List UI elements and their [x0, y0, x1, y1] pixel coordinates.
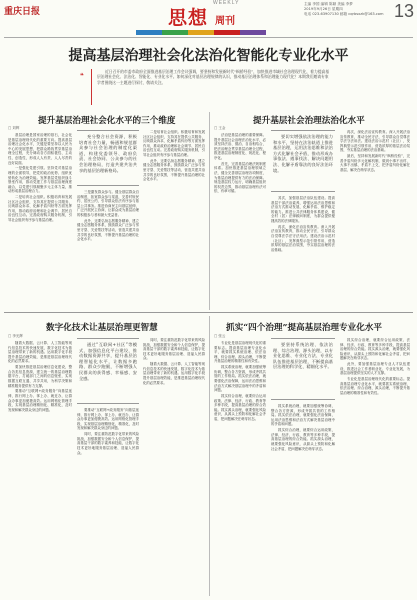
article-3-column-1: [8, 341, 72, 593]
article-4-pull-quote: [271, 338, 335, 400]
column-divider: [209, 112, 210, 310]
section-color-bar: [136, 30, 266, 35]
article-2-column-3: [340, 130, 410, 308]
paragraph: 专业化是基层治理现代化的重要标志。提高基层治理专业化水平，就要抓实系统治理、依法治理、综合治理、源头治理，不断提升基层治理的精准性和有效性。: [214, 341, 266, 364]
paragraph: 二是培育社会组织。积极培育和发展社区社会组织，支持其在提供公共服务、反映群众诉求、化解矛盾纠纷等方面发挥作用，推动政府治理和社会调节、居民自治良性互动。完善政府购买服务机制，引导社会组织有序参与基层治理。: [143, 130, 205, 157]
article-1-byline: □ 刘辉: [8, 126, 20, 130]
article-4-column-1: [214, 341, 266, 593]
color-bar-segment: [188, 30, 214, 35]
paragraph: 抓实综合治理，就要综合运用政策、法律、经济、行政、教育等多种手段，提高基层治理的综合效能。抓实源头治理，就要强化风险意识，从源头上预防和化解社会矛盾，把问题解决在萌芽状态。: [271, 428, 335, 451]
page-info-line: 2019年9月26日 星期四: [304, 7, 343, 11]
article-1-column-2: [77, 190, 139, 308]
article-1-column-1: [8, 133, 72, 308]
color-bar-segment: [136, 30, 162, 35]
article-4-column-2: [271, 404, 335, 593]
paragraph: 要推动“互联网+政务服务”向基层延伸，推行网上办、掌上办、就近办，让群众办事更加便捷高效。运用网格化管理手段，实现基层治理精细化、精准化，及时发现和解决群众身边的问题。: [77, 408, 139, 431]
paragraph: 抓实系统治理，就要加强统筹协调，整合各方资源，形成齐抓共管的工作格局。抓实依法治理，就要强化法治保障，运用法治思维和法治方式解决基层治理中的矛盾和问题。: [214, 365, 266, 393]
pull-quote-text: 要切实增强依法治理的能力和水平，坚持在法治轨道上推进基层治理，运用法治思维和法治方式化解社会矛盾，推动形成办事依法、遇事找法、解决问题用法、化解矛盾靠法的良好法治环境。: [273, 134, 333, 173]
column-divider: [209, 316, 210, 596]
section-title: 思想: [168, 7, 209, 29]
paragraph: 三是激发群众参与。健全基层群众自治制度，拓宽群众参与渠道，完善村规民约、居民公约，引导群众依法有序参与基层公共事务。推进协商民主向基层延伸，广泛开展民主协商，让群众成为基层治理的积极参与者和最大受益者。: [77, 190, 139, 217]
masthead: [0, 0, 417, 42]
color-bar-segment: [240, 30, 266, 35]
paragraph: 抓实综合治理，就要综合运用政策、法律、经济、行政、教育等多种手段，提高基层治理的综合效能。抓实源头治理，就要强化风险意识，从源头上预防和化解社会矛盾，把问题解决在萌芽状态。: [340, 338, 410, 361]
paragraph: 随着大数据、云计算、人工智能等现代信息技术的快速发展，数字化技术为基层治理带来了新的机遇。运用数字化手段提升基层治理效能，是推进基层治理现代化的必然要求。: [8, 341, 72, 364]
pull-quote-text: 通过“互联网+社区”等模式，加强信息化平台建设，推动数据资源共享，提升基层治理智能化水平，让数据多跑路、群众少跑腿，不断增强人民群众的获得感、幸福感、安全感。: [79, 342, 137, 381]
article-4-title: 抓实“四个治理”提高基层治理专业化水平: [226, 323, 382, 333]
page-number: 13: [394, 1, 415, 21]
article-1-pull-quote: [77, 130, 139, 186]
paragraph: 要推动“互联网+政务服务”向基层延伸，推行网上办、掌上办、就近办，让群众办事更加便捷高效。运用网格化管理手段，实现基层治理精细化、精准化，及时发现和解决群众身边的问题。: [8, 389, 72, 412]
paragraph: 此外，还要弘扬志愿服务精神，建立健全志愿服务体系，鼓励群众广泛参与邻里守望、关爱帮扶等活动，营造共建共治共享的良好氛围，不断提升基层治理的社会化水平。: [143, 158, 205, 182]
article-2-byline: □ 王金: [214, 126, 226, 130]
page-info-line: 主编 李国 编辑 陈颖 美编 李梦: [304, 2, 353, 6]
paragraph: 专业化是基层治理现代化的重要标志。提高基层治理专业化水平，就要抓实系统治理、依法治理、综合治理、源头治理，不断提升基层治理的精准性和有效性。: [340, 377, 410, 395]
paragraph: 二是培育社会组织。积极培育和发展社区社会组织，支持其在提供公共服务、反映群众诉求、化解矛盾纠纷等方面发挥作用，推动政府治理和社会调节、居民自治良性互动。完善政府购买服务机制，引导社会组织有序参与基层治理。: [8, 195, 72, 223]
article-3-column-2: [77, 408, 139, 593]
paragraph: 要加快推进基层治理信息化建设，整合各类信息资源，建立统一的基层治理数据平台，打破部门之间的信息壁垒，实现数据互联互通、共享共用，为科学决策和精准服务提供有力支撑。: [8, 365, 72, 388]
article-3-column-3: [143, 338, 205, 593]
article-3-title: 数字化技术让基层治理更智慧: [46, 323, 158, 333]
paragraph: 同时，要注重防范数字化带来的风险挑战，加强数据安全和个人信息保护，提高基层干部的数字素养和技能，让数字化技术更好地服务基层治理、造福人民群众。: [77, 432, 139, 455]
article-4-column-3: [340, 338, 410, 593]
masthead-divider: [4, 37, 413, 38]
paragraph: 最后，坚持和发展新时代“枫桥经验”，完善矛盾纠纷多元化解机制，做到小事不出村、大事不出镇、矛盾不上交，把矛盾纠纷化解在基层、解决在萌芽状态。: [340, 154, 410, 172]
paragraph: 随着大数据、云计算、人工智能等现代信息技术的快速发展，数字化技术为基层治理带来了新的机遇。运用数字化手段提升基层治理效能，是推进基层治理现代化的必然要求。: [143, 362, 205, 385]
weekly-tag: WEEKLY: [213, 0, 240, 6]
article-1-column-3: [143, 130, 205, 308]
paragraph: 一是强化党建引领。坚持党对基层治理的全面领导，把党的政治优势、组织优势转化为治理效能。发挥基层党组织战斗堡垒作用，推动党建工作与基层治理深度融合，以党建引领凝聚多元主体力量，推动形成基层治理合力。: [8, 166, 72, 194]
article-3-byline: □ 李光辉: [8, 334, 23, 338]
paragraph: 抓实综合治理，就要综合运用政策、法律、经济、行政、教育等多种手段，提高基层治理的综合效能。抓实源头治理，就要强化风险意识，从源头上预防和化解社会矛盾，把问题解决在萌芽状态。: [214, 393, 266, 421]
paragraph: 再次，深化法治宣传教育。深入开展法治宣传教育，推动全民守法，引导群众自觉尊法学法守法用法。建设法治示范村（社区），发挥典型示范引领作用，营造浓厚的基层法治氛围，夯实基层治理的法治基础。: [340, 130, 410, 153]
article-1-title: 提升基层治理社会化水平的三个维度: [38, 116, 176, 126]
paragraph: 抓实系统治理，就要加强统筹协调，整合各方资源，形成齐抓共管的工作格局。抓实依法治理，就要强化法治保障，运用法治思维和法治方式解决基层治理中的矛盾和问题。: [271, 404, 335, 427]
article-3-pull-quote: [77, 338, 139, 404]
page-headline: 提高基层治理社会化法治化智能化专业化水平: [68, 48, 349, 64]
article-2-pull-quote: [271, 130, 335, 192]
paragraph: 法治是基层治理的重要保障。提升基层社会治理法治化水平，必须坚持法治、德治、自治相结合，把法治理念贯穿基层治理全过程，推进基层治理制度化、规范化、程序化。: [214, 133, 266, 160]
paragraph: 此外，还要弘扬志愿服务精神，建立健全志愿服务体系，鼓励群众广泛参与邻里守望、关爱帮扶等活动，营造共建共治共享的良好氛围，不断提升基层治理的社会化水平。: [77, 218, 139, 242]
paragraph: 首先，完善基层治理法规制度体系。加快推进基层治理领域立法，健全完善基层治理各项制度，为基层治理提供有力的法治保障。规范基层权力运行，明确基层组织的权责边界，推动基层治理有法可依、有章可循。: [214, 161, 266, 194]
paragraph: 同时，要注重防范数字化带来的风险挑战，加强数据安全和个人信息保护，提高基层干部的数字素养和技能，让数字化技术更好地服务基层治理、造福人民群众。: [143, 338, 205, 361]
paragraph: 再次，深化法治宣传教育。深入开展法治宣传教育，推动全民守法，引导群众自觉尊法学法守法用法。建设法治示范村（社区），发挥典型示范引领作用，营造浓厚的基层法治氛围，夯实基层治理的法治基础。: [271, 224, 335, 252]
paragraph: 基层治理是国家治理的基石，社会化是基层治理现代化的重要方向。提高基层治理社会化水平，关键是要坚持以人民为中心的发展思想，把群众路线贯穿基层治理全过程，充分调动各方面积极性、主动性、创造性，形成人人有责、人人尽责的良好局面。: [8, 133, 72, 165]
pull-quote-text: 要坚持系统治理、依法治理、综合治理、源头治理，以专业化思维、专业化方法、专业化队伍推进基层治理，不断提高基层治理的科学化、精细化水平。: [273, 342, 333, 370]
page-info-line: 电话 023-63907130 邮箱 cqrbsxzk@163.com: [304, 12, 384, 16]
quote-icon: ❝: [80, 72, 84, 80]
section-divider: [4, 312, 413, 313]
pull-quote-text: 充分整合社会资源，积极培育社会力量，畅通和规范群众参与社会治理的制度化渠道，构建党委领导、政府负责、社会协同、公众参与的社会治理格局，打造共建共治共享的基层治理新格局。: [79, 134, 137, 173]
article-2-title: 提升基层社会治理法治化水平: [253, 116, 365, 126]
article-2-column-1: [214, 133, 266, 308]
paragraph: 其次，加强基层法治队伍建设。提高基层干部法治素养，增强运用法治思维和法治方式推动发展、化解矛盾、维护稳定的能力。推进公共法律服务体系建设，健全村（居）法律顾问制度，为群众提供便捷高效的法律服务。: [271, 196, 335, 223]
section-subtitle: 周刊: [215, 16, 235, 27]
color-bar-segment: [162, 30, 188, 35]
article-2-column-2: [271, 196, 335, 308]
lead-text: 近日召开的市委市政府全面推进基层治理工作会议强调，要坚持和发展新时代“枫桥经验”，加快推进市域社会治理现代化，着力提高基层治理社会化、法治化、智能化、专业化水平。如何深化对基层治理规律的认识，推动基层治理体系和治理能力现代化？本期我们邀请专家学者围绕这一主题进行探讨，敬请关注。: [97, 69, 330, 85]
paper-name: 重庆日报: [4, 7, 41, 17]
lead-paragraph: [91, 69, 331, 105]
page-info: [304, 2, 408, 17]
article-4-byline: □ 张云: [214, 334, 226, 338]
color-bar-segment: [214, 30, 240, 35]
paragraph: 此外，要加强基层治理专业人才队伍建设，推进社会工作者职业化、专业化发展，为基层治理提供坚实的人才支撑。: [340, 362, 410, 376]
